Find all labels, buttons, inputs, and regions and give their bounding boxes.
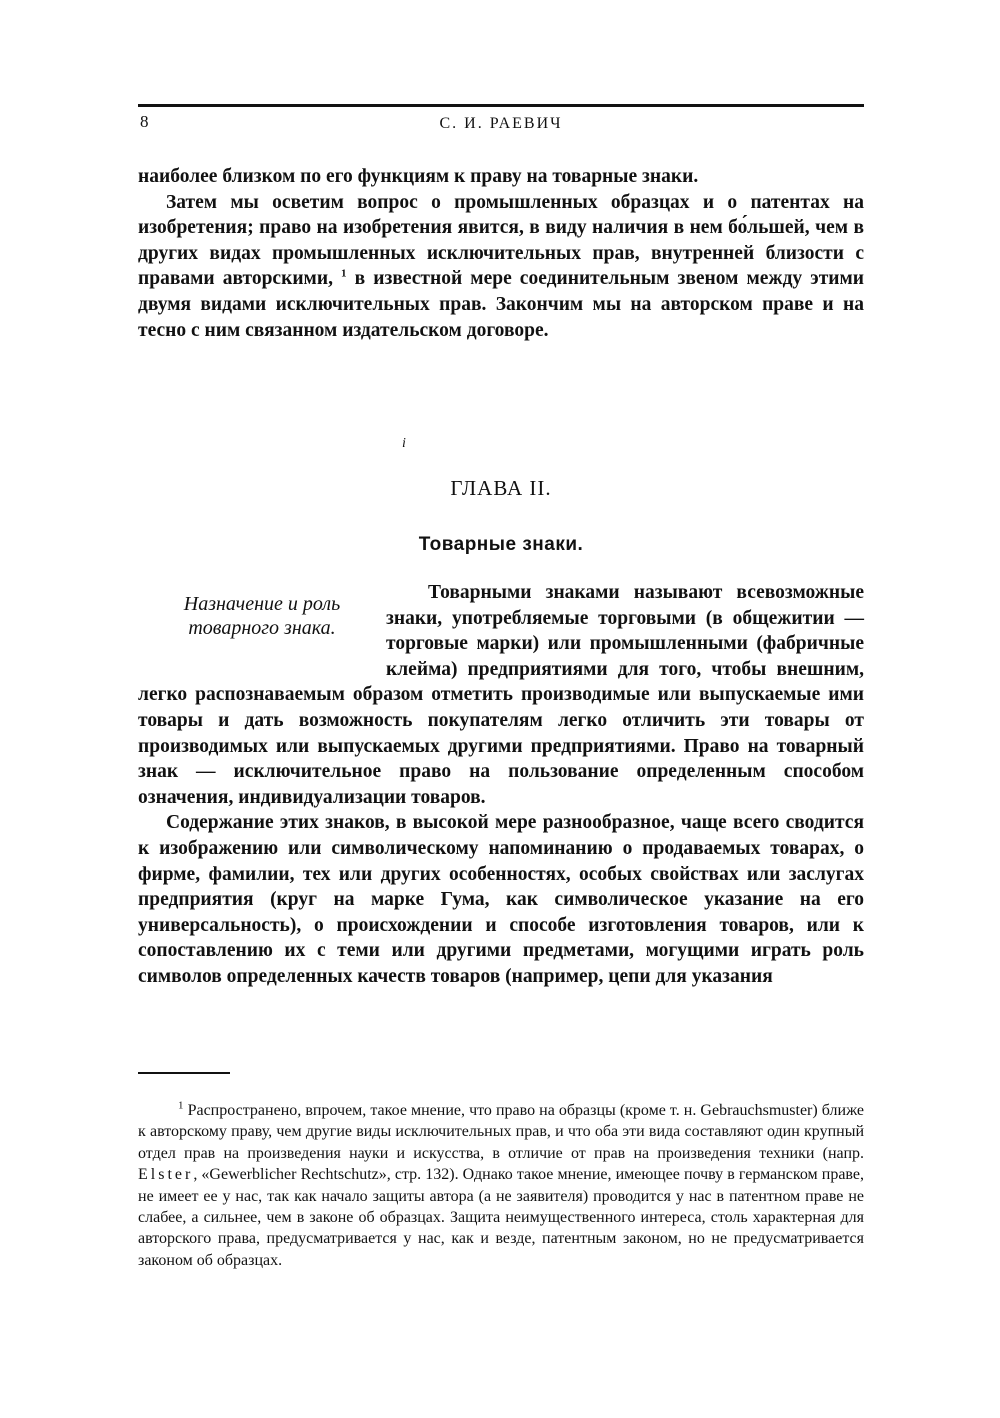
footnote-text-start: Распространено, впрочем, такое мнение, что право на образцы (кроме т. н. Gebrauchsmuster) ближе к авторскому праву, чем другие виды исключительных прав, и что оба эти вида составляют один крупный отдел прав на произведения науки и искусства, в отличие от прав на произведения техники (напр. [138, 1102, 865, 1162]
footnote-author: Elster [138, 1166, 194, 1184]
stray-mark: i [402, 436, 406, 451]
page-number: 8 [140, 112, 149, 131]
footnote-rule [138, 1072, 230, 1074]
intro-paragraph-2-start: Затем мы осветим вопрос о промышленных образцах и о патентах на изобретения; право на изобретения явится, в виду наличия в нем бо́льшей, чем в других видах промышленных исключительных прав, внутренней близости с правами авторскими, [138, 191, 864, 290]
header-rule [138, 104, 864, 107]
section-body [138, 580, 864, 990]
chapter-heading: ГЛАВА II. [450, 476, 552, 500]
footnote-marker: 1 [178, 1099, 184, 1112]
section-paragraph-1: Товарными знаками называют всевозможные знаки, употребляемые торговыми (в общежитии — торговые марки) или промышленными (фабричные клейма) предприятиями для того, чтобы внешним, легко распознаваемым образом отметить производимые или выпускаемые ими товары и дать возможность покупателям легко отличить эти товары от производимых или выпускаемых другими предприятиями. Право на товарный знак — исключительное право на пользование определенным способом означения, индивидуализации товаров. [138, 582, 864, 808]
footnote-paragraph [138, 1100, 864, 1271]
footnote [138, 1100, 864, 1271]
intro-text [138, 164, 864, 343]
intro-paragraph-2 [138, 190, 864, 344]
section-title: Товарные знаки. [418, 534, 584, 555]
intro-paragraph-1: наиболее близком по его функциям к праву на товарные знаки. [138, 166, 699, 187]
margin-note: Назначение и роль товарного знака. [183, 593, 341, 639]
intro-paragraph-2-end: в известной мере соединительным звеном между этими двумя видами исключительных прав. Закончим мы на авторском праве и на тесно с ним связанном издательском договоре. [138, 268, 865, 341]
footnote-text-end: , «Gewerblicher Rechtschutz», стр. 132). Однако такое мнение, имеющее почву в германском праве, не имеет ее у нас, так как начало защиты автора (а не заявителя) проводится у нас в патентном праве не слабее, а сильнее, чем в законе об образцах. Защита неимущественного интереса, столь характерная для авторского права, предусматривается у нас, как и везде, патентным законом, но не предусматривается законом об образцах. [138, 1166, 864, 1269]
running-head: С. И. РАЕВИЧ [439, 115, 563, 132]
footnote-reference[interactable]: 1 [341, 267, 347, 280]
section-paragraph-2: Содержание этих знаков, в высокой мере разнообразное, чаще всего сводится к изображению или символическому напоминанию о продаваемых товарах, о фирме, фамилии, тех или других особенностях, особых свойствах или заслугах предприятия (круг на марке Гума, как символическое указание на его универсальность), о происхождении и способе изготовления товаров, или к сопоставлению их с теми или другими предметами, могущими играть роль символов определенных качеств товаров (например, цепи для указания [138, 812, 864, 987]
page-header [138, 112, 864, 142]
